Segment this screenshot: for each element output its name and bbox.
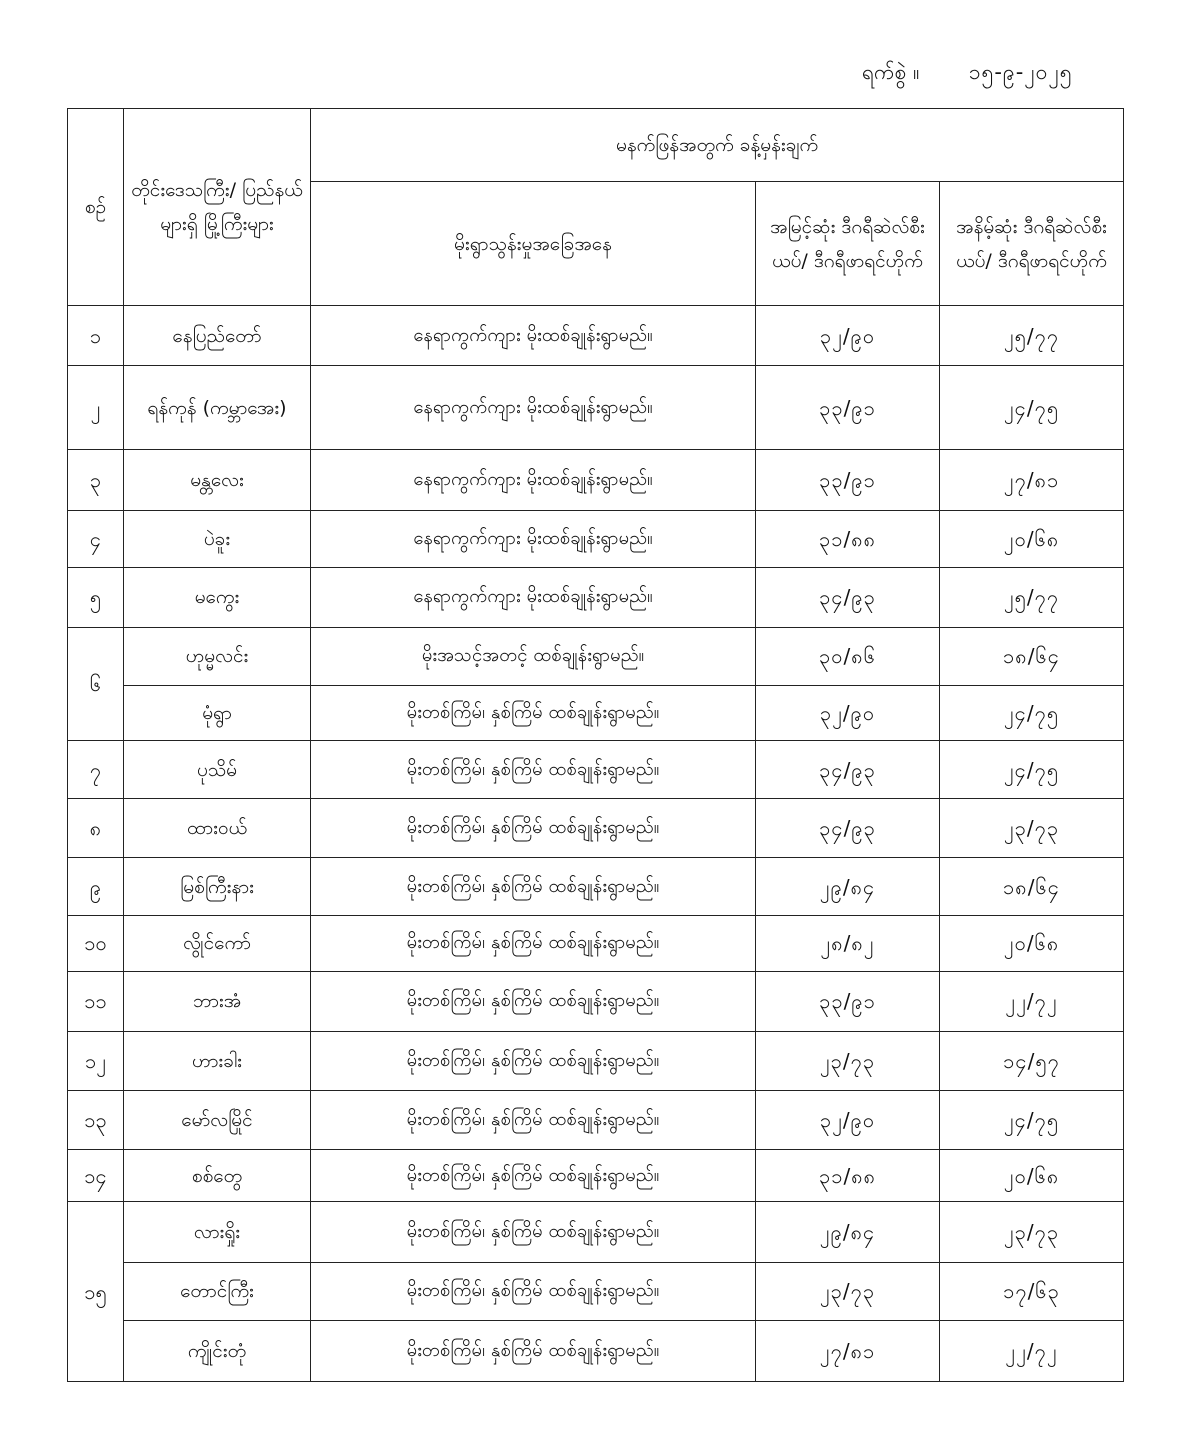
- max-temp: ၃၄/၉၃: [756, 799, 940, 858]
- table-row: [68, 741, 1124, 799]
- max-temp: ၃၂/၉၀: [756, 686, 940, 741]
- table-row: [68, 858, 1124, 915]
- city-name: မကွေး: [124, 567, 311, 627]
- min-temp: ၂၄/၇၅: [940, 1091, 1124, 1150]
- table-row: [68, 1150, 1124, 1202]
- min-temp: ၁၄/၅၇: [940, 1031, 1124, 1090]
- table-row: [68, 799, 1124, 858]
- city-name: ပဲခူး: [124, 510, 311, 567]
- max-temp: ၃၂/၉၀: [756, 1091, 940, 1150]
- table-row: [68, 1262, 1124, 1320]
- max-temp: ၃၁/၈၈: [756, 510, 940, 567]
- rain-condition: မိုးတစ်ကြိမ်၊ နှစ်ကြိမ် ထစ်ချုန်းရွာမည်။: [311, 799, 756, 858]
- city-name: လားရှိုး: [124, 1202, 311, 1262]
- table-row: [68, 450, 1124, 510]
- rain-condition: မိုးတစ်ကြိမ်၊ နှစ်ကြိမ် ထစ်ချုန်းရွာမည်။: [311, 1262, 756, 1320]
- min-temp: ၂၅/၇၇: [940, 306, 1124, 366]
- serial-no: ၄: [68, 510, 124, 567]
- header-city: တိုင်းဒေသကြီး/ ပြည်နယ်များရှိ မြို့ကြီးများ: [124, 109, 311, 306]
- max-temp: ၃၃/၉၁: [756, 450, 940, 510]
- city-name: ပုသိမ်: [124, 741, 311, 799]
- city-name: ထားဝယ်: [124, 799, 311, 858]
- table-row: [68, 1202, 1124, 1262]
- min-temp: ၂၄/၇၅: [940, 686, 1124, 741]
- rain-condition: မိုးတစ်ကြိမ်၊ နှစ်ကြိမ် ထစ်ချုန်းရွာမည်။: [311, 1202, 756, 1262]
- city-name: စစ်တွေ: [124, 1150, 311, 1202]
- city-name: တောင်ကြီး: [124, 1262, 311, 1320]
- serial-no: ၂: [68, 366, 124, 450]
- serial-no: ၁၁: [68, 971, 124, 1031]
- min-temp: ၂၃/၇၃: [940, 799, 1124, 858]
- rain-condition: နေရာကွက်ကျား မိုးထစ်ချုန်းရွာမည်။: [311, 567, 756, 627]
- min-temp: ၂၀/၆၈: [940, 1150, 1124, 1202]
- serial-no: ၁၅: [68, 1202, 124, 1382]
- header-serial-no: စဉ်: [68, 109, 124, 306]
- max-temp: ၃၄/၉၃: [756, 741, 940, 799]
- city-name: နေပြည်တော်: [124, 306, 311, 366]
- rain-condition: မိုးတစ်ကြိမ်၊ နှစ်ကြိမ် ထစ်ချုန်းရွာမည်။: [311, 1031, 756, 1090]
- serial-no: ၁၄: [68, 1150, 124, 1202]
- table-row: [68, 1091, 1124, 1150]
- min-temp: ၂၀/၆၈: [940, 510, 1124, 567]
- max-temp: ၂၉/၈၄: [756, 858, 940, 915]
- rain-condition: နေရာကွက်ကျား မိုးထစ်ချုန်းရွာမည်။: [311, 510, 756, 567]
- header-rain-condition: မိုးရွာသွန်းမှုအခြေအနေ: [311, 182, 756, 306]
- min-temp: ၂၅/၇၇: [940, 567, 1124, 627]
- serial-no: ၁၂: [68, 1031, 124, 1090]
- min-temp: ၂၇/၈၁: [940, 450, 1124, 510]
- table-row: [68, 627, 1124, 685]
- serial-no: ၉: [68, 858, 124, 915]
- city-name: မန္တလေး: [124, 450, 311, 510]
- min-temp: ၂၄/၇၅: [940, 366, 1124, 450]
- serial-no: ၈: [68, 799, 124, 858]
- rain-condition: နေရာကွက်ကျား မိုးထစ်ချုန်းရွာမည်။: [311, 306, 756, 366]
- serial-no: ၃: [68, 450, 124, 510]
- max-temp: ၃၀/၈၆: [756, 627, 940, 685]
- rain-condition: နေရာကွက်ကျား မိုးထစ်ချုန်းရွာမည်။: [311, 366, 756, 450]
- city-name: လွိုင်ကော်: [124, 915, 311, 971]
- max-temp: ၃၃/၉၁: [756, 366, 940, 450]
- rain-condition: နေရာကွက်ကျား မိုးထစ်ချုန်းရွာမည်။: [311, 450, 756, 510]
- max-temp: ၂၃/၇၃: [756, 1031, 940, 1090]
- city-name: ကျိုင်းတုံ: [124, 1320, 311, 1381]
- table-row: [68, 567, 1124, 627]
- max-temp: ၃၁/၈၈: [756, 1150, 940, 1202]
- table-row: [68, 366, 1124, 450]
- rain-condition: မိုးအသင့်အတင့် ထစ်ချုန်းရွာမည်။: [311, 627, 756, 685]
- max-temp: ၃၄/၉၃: [756, 567, 940, 627]
- min-temp: ၂၀/၆၈: [940, 915, 1124, 971]
- min-temp: ၂၂/၇၂: [940, 971, 1124, 1031]
- rain-condition: မိုးတစ်ကြိမ်၊ နှစ်ကြိမ် ထစ်ချုန်းရွာမည်။: [311, 1150, 756, 1202]
- serial-no: ၅: [68, 567, 124, 627]
- max-temp: ၂၉/၈၄: [756, 1202, 940, 1262]
- table-row: [68, 971, 1124, 1031]
- serial-no: ၆: [68, 627, 124, 740]
- header-max-temp: အမြင့်ဆုံး ဒီဂရီဆဲလ်စီးယပ်/ ဒီဂရီဖာရင်ဟိုက်: [756, 182, 940, 306]
- table-row: [68, 915, 1124, 971]
- header-min-temp: အနိမ့်ဆုံး ဒီဂရီဆဲလ်စီးယပ်/ ဒီဂရီဖာရင်ဟိုက်: [940, 182, 1124, 306]
- city-name: မြစ်ကြီးနား: [124, 858, 311, 915]
- date-value: ၁၅-၉-၂၀၂၅: [968, 60, 1073, 84]
- min-temp: ၁၇/၆၃: [940, 1262, 1124, 1320]
- city-name: ရန်ကုန် (ကမ္ဘာအေး): [124, 366, 311, 450]
- min-temp: ၁၈/၆၄: [940, 858, 1124, 915]
- city-name: ဟုမ္မလင်း: [124, 627, 311, 685]
- serial-no: ၇: [68, 741, 124, 799]
- city-name: ဘားအံ: [124, 971, 311, 1031]
- max-temp: ၃၃/၉၁: [756, 971, 940, 1031]
- date-line: [862, 52, 1122, 92]
- rain-condition: မိုးတစ်ကြိမ်၊ နှစ်ကြိမ် ထစ်ချုန်းရွာမည်။: [311, 741, 756, 799]
- rain-condition: မိုးတစ်ကြိမ်၊ နှစ်ကြိမ် ထစ်ချုန်းရွာမည်။: [311, 1320, 756, 1381]
- table-row: [68, 306, 1124, 366]
- date-label: ရက်စွဲ ။: [862, 60, 920, 84]
- min-temp: ၂၃/၇၃: [940, 1202, 1124, 1262]
- city-name: မော်လမြိုင်: [124, 1091, 311, 1150]
- serial-no: ၁: [68, 306, 124, 366]
- min-temp: ၁၈/၆၄: [940, 627, 1124, 685]
- rain-condition: မိုးတစ်ကြိမ်၊ နှစ်ကြိမ် ထစ်ချုန်းရွာမည်။: [311, 1091, 756, 1150]
- table-row: [68, 1031, 1124, 1090]
- max-temp: ၂၈/၈၂: [756, 915, 940, 971]
- table-row: [68, 510, 1124, 567]
- city-name: မုံရွာ: [124, 686, 311, 741]
- city-name: ဟားခါး: [124, 1031, 311, 1090]
- table-row: [68, 1320, 1124, 1381]
- max-temp: ၂၇/၈၁: [756, 1320, 940, 1381]
- rain-condition: မိုးတစ်ကြိမ်၊ နှစ်ကြိမ် ထစ်ချုန်းရွာမည်။: [311, 686, 756, 741]
- min-temp: ၂၄/၇၅: [940, 741, 1124, 799]
- max-temp: ၃၂/၉၀: [756, 306, 940, 366]
- rain-condition: မိုးတစ်ကြိမ်၊ နှစ်ကြိမ် ထစ်ချုန်းရွာမည်။: [311, 971, 756, 1031]
- serial-no: ၁၀: [68, 915, 124, 971]
- rain-condition: မိုးတစ်ကြိမ်၊ နှစ်ကြိမ် ထစ်ချုန်းရွာမည်။: [311, 858, 756, 915]
- table-row: [68, 686, 1124, 741]
- rain-condition: မိုးတစ်ကြိမ်၊ နှစ်ကြိမ် ထစ်ချုန်းရွာမည်။: [311, 915, 756, 971]
- serial-no: ၁၃: [68, 1091, 124, 1150]
- max-temp: ၂၃/၇၃: [756, 1262, 940, 1320]
- forecast-table: [67, 108, 1124, 1382]
- min-temp: ၂၂/၇၂: [940, 1320, 1124, 1381]
- header-forecast-group: မနက်ဖြန်အတွက် ခန့်မှန်းချက်: [311, 109, 1124, 182]
